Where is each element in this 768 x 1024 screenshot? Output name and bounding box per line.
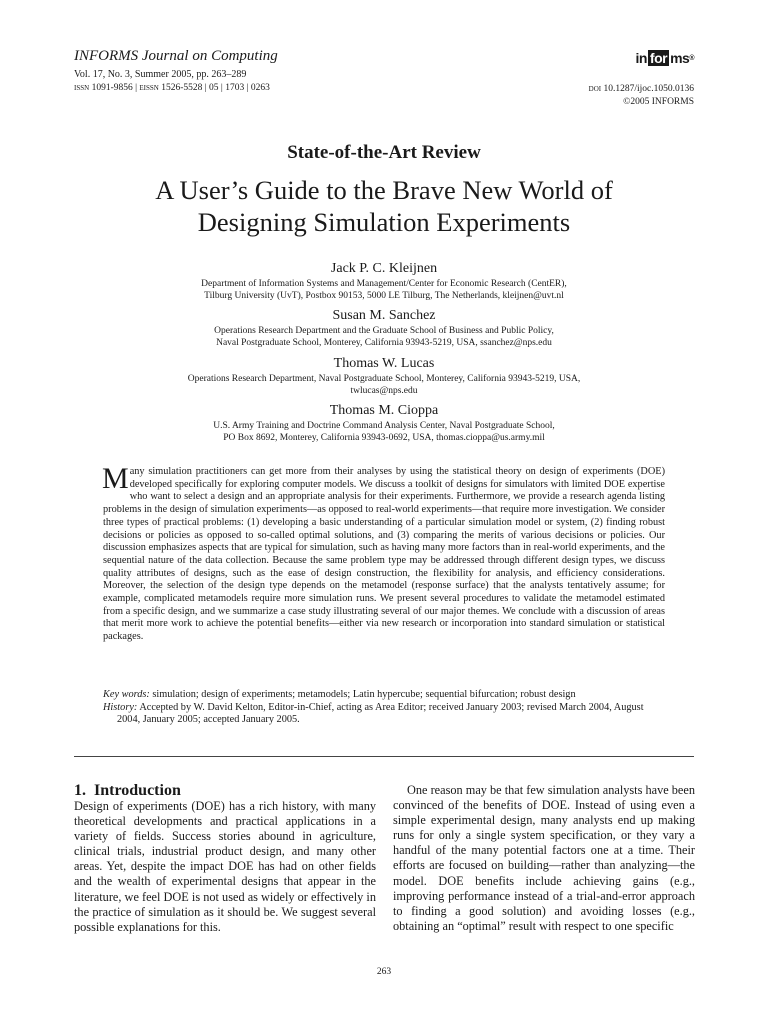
- keywords-label: Key words:: [103, 689, 150, 700]
- author-name: Jack P. C. Kleijnen: [330, 261, 438, 276]
- logo-post: ms: [670, 50, 690, 66]
- abstract: [102, 462, 665, 644]
- abstract-text: any simulation practitioners can get more from their analyses by using the statistical theory on design of experiments (DOE) developed specifically for exploring computer models. We discuss a toolkit of designs for simulators with limited DOE expertise who want to select a design and an appropriate analysis for their experiments. Furthermore, we provide a research agenda listing problems in the design of simulation experiments—as opposed to real-world experiments—that require more investigation. We consider three types of practical problems: (1) developing a basic understanding of a particular simulation model or system, (2) finding robust decisions or policies as opposed to so-called optimal solutions, and (3) comparing the merits of various decisions or policies. Our discussion emphasizes aspects that are typical for simulation, such as having many more factors than in real-world experiments, and the sequential nature of the data collection. Because the same problem type may be addressed through different design types, we discuss quality attributes of designs, such as the ease of design construction, the flexibility for analysis, and efficiency considerations. Moreover, the selection of the design type depends on the metamodel (response surface) that the analysts tentatively assume; for example, complicated metamodels require more simulation runs. We present several procedures to validate the metamodel estimated from a specific design, and we summarize a case study illustrating several of our major themes. We conclude with a discussion of areas that merit more work to achieve the potential benefits—either via new research or incorporation into standard simulation or statistical packages.: [103, 466, 665, 643]
- keywords: [103, 689, 665, 702]
- page-number: 263: [376, 967, 392, 977]
- eissn-label: eissn: [139, 82, 159, 93]
- body-column-right: One reason may be that few simulation analysts have been convinced of the benefits of DOE. Instead of using even a simple experimental design, many analysts end up making runs for only a single system specification, or they vary a handful of the many potential factors one at a time. Their efforts are focused on building—rather than analyzing—the model. DOE benefits include achieving gains (e.g., improving performance instead of a trial-and-error approach to finding a good solution) and avoiding losses (e.g., obtaining an “optimal” result with respect to one specific: [393, 783, 695, 933]
- title-line-1: A User’s Guide to the Brave New World of: [155, 175, 613, 205]
- issn-line: issn 1091-9856 | eissn 1526-5528 | 05 | 1703 | 0263: [74, 82, 270, 93]
- copyright: ©2005 INFORMS: [623, 97, 694, 107]
- affiliation-line: Tilburg University (UvT), Postbox 90153, 5000 LE Tilburg, The Netherlands, kleijnen@uvt.nl: [204, 290, 564, 301]
- logo-box: for: [649, 50, 668, 66]
- logo-pre: in: [635, 50, 647, 66]
- history: [103, 702, 665, 727]
- author-affiliation: [100, 374, 668, 397]
- affiliation-line: twlucas@nps.edu: [350, 385, 418, 396]
- affiliation-line: U.S. Army Training and Doctrine Command Analysis Center, Naval Postgraduate School,: [213, 421, 555, 431]
- section-title: Introduction: [94, 782, 181, 799]
- keywords-text: simulation; design of experiments; metamodels; Latin hypercube; sequential bifurcation; robust design: [152, 689, 576, 700]
- drop-cap: M: [102, 462, 129, 495]
- history-label: History:: [103, 701, 138, 713]
- affiliation-line: Operations Research Department and the Graduate School of Business and Public Policy,: [214, 326, 554, 336]
- doi-value: 10.1287/ijoc.1050.0136: [603, 84, 694, 94]
- informs-logo: [635, 50, 694, 66]
- keywords-history: [103, 689, 665, 727]
- divider: [74, 756, 694, 757]
- author-name: Thomas W. Lucas: [333, 356, 435, 371]
- affiliation-line: PO Box 8692, Monterey, California 93943-0692, USA, thomas.cioppa@us.army.mil: [223, 432, 545, 443]
- author-affiliation: [100, 421, 668, 444]
- history-text: Accepted by W. David Kelton, Editor-in-Chief, acting as Area Editor; received January 2003; revised March 2004, August 2004, January 2005; accepted January 2005.: [117, 701, 644, 726]
- issn-codes: 05 | 1703 | 0263: [209, 83, 270, 93]
- section-number: 1.: [74, 782, 86, 799]
- doi-block: [589, 82, 694, 109]
- author-affiliation: [100, 326, 668, 349]
- title-line-2: Designing Simulation Experiments: [197, 207, 571, 237]
- journal-name: INFORMS Journal on Computing: [74, 48, 278, 64]
- affiliation-line: Naval Postgraduate School, Monterey, California 93943-5219, USA, ssanchez@nps.edu: [216, 337, 552, 348]
- section-heading: [74, 782, 181, 800]
- eissn-value: 1526-5528: [161, 83, 203, 93]
- body-column-left: Design of experiments (DOE) has a rich history, with many theoretical developments and practical applications in a variety of fields. Success stories abound in agriculture, clinical trials, industrial product design, and many other areas. Yet, despite the impact DOE has had on other fields and the wealth of experimental designs that appear in the literature, we feel DOE is not used as widely or effectively in the practice of simulation as it should be. We suggest several possible explanations for this.: [74, 799, 376, 934]
- author-name: Susan M. Sanchez: [332, 308, 436, 323]
- logo-reg: ®: [689, 54, 694, 62]
- doi-label: doi: [588, 83, 602, 94]
- affiliation-line: Operations Research Department, Naval Postgraduate School, Monterey, California 93943-5219, USA,: [187, 374, 581, 384]
- issn-label: issn: [74, 82, 90, 93]
- volume-line: Vol. 17, No. 3, Summer 2005, pp. 263–289: [74, 69, 247, 80]
- author-name: Thomas M. Cioppa: [329, 403, 439, 418]
- author-affiliation: [100, 279, 668, 302]
- affiliation-line: Department of Information Systems and Management/Center for Economic Research (CentER),: [201, 279, 567, 289]
- article-section: State-of-the-Art Review: [287, 142, 481, 163]
- issn-value: 1091-9856: [91, 83, 133, 93]
- article-title: [0, 174, 768, 238]
